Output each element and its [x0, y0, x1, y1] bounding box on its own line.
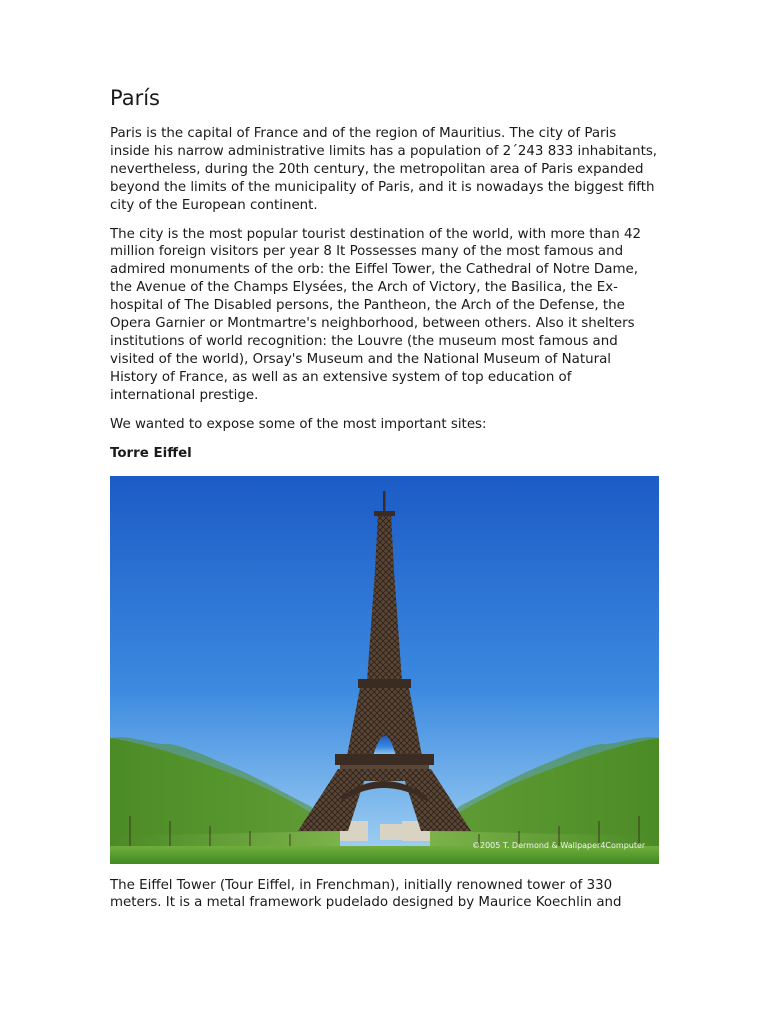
photo-watermark: ©2005 T. Dermond & Wallpaper4Computer — [472, 840, 646, 850]
document-page — [110, 84, 659, 923]
distant-buildings — [338, 821, 432, 841]
page-title: París — [110, 86, 160, 110]
paragraph-intro: Paris is the capital of France and of the region of Mauritius. The city of Paris inside his narrow administrative limits has a population of 2´243 833 inhabitants, nevertheless, during the 20th century, the metropolitan area of Paris expanded beyond the limits of the municipality of Paris, and it is nowadays the biggest fifth city of the European continent. — [110, 126, 658, 213]
section-heading: Torre Eiffel — [110, 445, 192, 461]
eiffel-tower-photo — [110, 476, 659, 864]
paragraph-sites: We wanted to expose some of the most important sites: — [110, 416, 487, 432]
photo-caption: The Eiffel Tower (Tour Eiffel, in Frenchman), initially renowned tower of 330 meters. It is a metal framework pudelado designed by Maurice Koechlin and — [110, 877, 622, 911]
paragraph-tourism: The city is the most popular tourist destination of the world, with more than 42 million foreign visitors per year 8 It Possesses many of the most famous and admired monuments of the orb: the Eiffel Tower, the Cathedral of Notre Dame, the Avenue of the Champs Elysées, the Arch of Victory, the Basilica, the Ex-hospital of The Disabled persons, the Pantheon, the Arch of the Defense, the Opera Garnier or Montmartre's neighborhood, between others. Also it shelters institutions of world recognition: the Louvre (the museum most famous and visited of the world), Orsay's Museum and the National Museum of Natural History of France, as well as an extensive system of top education of international prestige. — [110, 226, 641, 403]
